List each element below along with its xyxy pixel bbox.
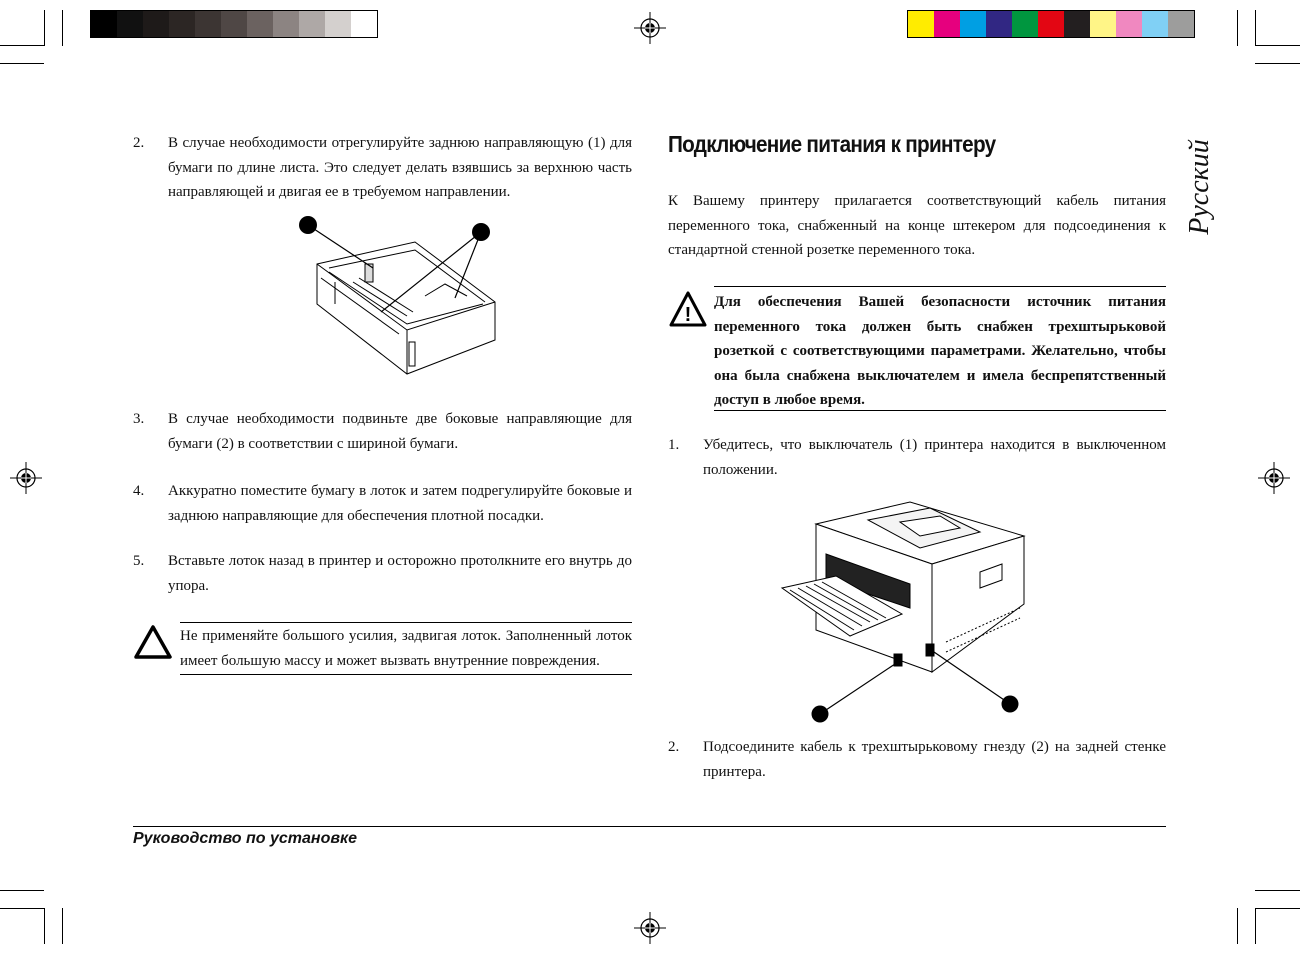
printer-rear-illustration — [780, 492, 1040, 724]
color-swatch — [934, 11, 960, 37]
footer-rule — [133, 826, 1166, 827]
warning-text: Для обеспечения Вашей безопасности источник питания переменного тока должен быть снабжен трехштырьковой розеткой с соответствующими параметрами. Желательно, чтобы она была снабжена выключателем и имела беспрепятственный доступ в любое время. — [714, 294, 1166, 408]
color-swatch — [908, 11, 934, 37]
registration-mark-icon — [634, 912, 666, 944]
step-number: 2. — [668, 739, 680, 755]
power-step-1-text: Убедитесь, что выключатель (1) принтера находится в выключенном положении. — [703, 437, 1166, 478]
color-swatch — [247, 11, 273, 37]
color-swatch — [1012, 11, 1038, 37]
color-swatch — [117, 11, 143, 37]
step-number: 1. — [668, 437, 680, 453]
registration-mark-icon — [10, 462, 42, 494]
color-swatch — [1168, 11, 1194, 37]
color-swatch — [1064, 11, 1090, 37]
registration-mark-icon — [634, 12, 666, 44]
step-number: 4. — [133, 483, 145, 499]
color-swatch — [960, 11, 986, 37]
step-number: 5. — [133, 553, 145, 569]
color-swatch — [299, 11, 325, 37]
callout-2-marker — [472, 223, 490, 241]
caution-bottom-rule — [180, 674, 632, 675]
color-swatch — [221, 11, 247, 37]
step-3-text: В случае необходимости подвиньте две боковые направляющие для бумаги (2) в соответствии с шириной бумаги. — [168, 411, 632, 452]
color-swatch — [169, 11, 195, 37]
caution-triangle-icon — [133, 624, 173, 660]
color-swatch — [273, 11, 299, 37]
step-number: 2. — [133, 135, 145, 151]
color-swatch — [1090, 11, 1116, 37]
registration-mark-icon — [1258, 462, 1290, 494]
warning-triangle-icon — [668, 290, 708, 330]
intro-paragraph: К Вашему принтеру прилагается соответствующий кабель питания переменного тока, снабженный на конце штекером для подсоединения к стандартной стенной розетке переменного тока. — [668, 193, 1166, 258]
power-step-2-text: Подсоедините кабель к трехштырьковому гнезду (2) на задней стенке принтера. — [703, 739, 1166, 780]
svg-text:!: ! — [684, 304, 692, 326]
color-swatch — [1038, 11, 1064, 37]
language-label: Русский — [1184, 139, 1215, 235]
caution-top-rule — [180, 622, 632, 623]
step-4-text: Аккуратно поместите бумагу в лоток и затем подрегулируйте боковые и заднюю направляющие для обеспечения плотной посадки. — [168, 483, 632, 524]
process-color-bar — [907, 10, 1195, 38]
caution-text: Не применяйте большого усилия, задвигая лоток. Заполненный лоток имеет большую массу и может вызвать внутренние повреждения. — [180, 628, 632, 669]
warning-top-rule — [714, 286, 1166, 287]
color-swatch — [195, 11, 221, 37]
color-swatch — [91, 11, 117, 37]
color-swatch — [986, 11, 1012, 37]
grayscale-color-bar — [90, 10, 378, 38]
section-heading: Подключение питания к принтеру — [668, 131, 996, 157]
footer-title: Руководство по установке — [133, 830, 358, 847]
color-swatch — [143, 11, 169, 37]
language-side-tab — [1170, 132, 1230, 242]
color-swatch — [351, 11, 377, 37]
color-swatch — [325, 11, 351, 37]
callout-1-marker — [299, 216, 317, 234]
callout-1-marker — [812, 706, 829, 723]
color-swatch — [1142, 11, 1168, 37]
callout-2-marker — [1002, 696, 1019, 713]
warning-bottom-rule — [714, 410, 1166, 411]
step-number: 3. — [133, 411, 145, 427]
paper-tray-illustration — [295, 212, 505, 382]
step-5-text: Вставьте лоток назад в принтер и осторожно протолкните его внутрь до упора. — [168, 553, 632, 594]
color-swatch — [1116, 11, 1142, 37]
step-2-text: В случае необходимости отрегулируйте заднюю направляющую (1) для бумаги по длине листа. Это следует делать взявшись за верхнюю часть направляющей и двигая ее в требуемом направлении. — [168, 135, 632, 200]
